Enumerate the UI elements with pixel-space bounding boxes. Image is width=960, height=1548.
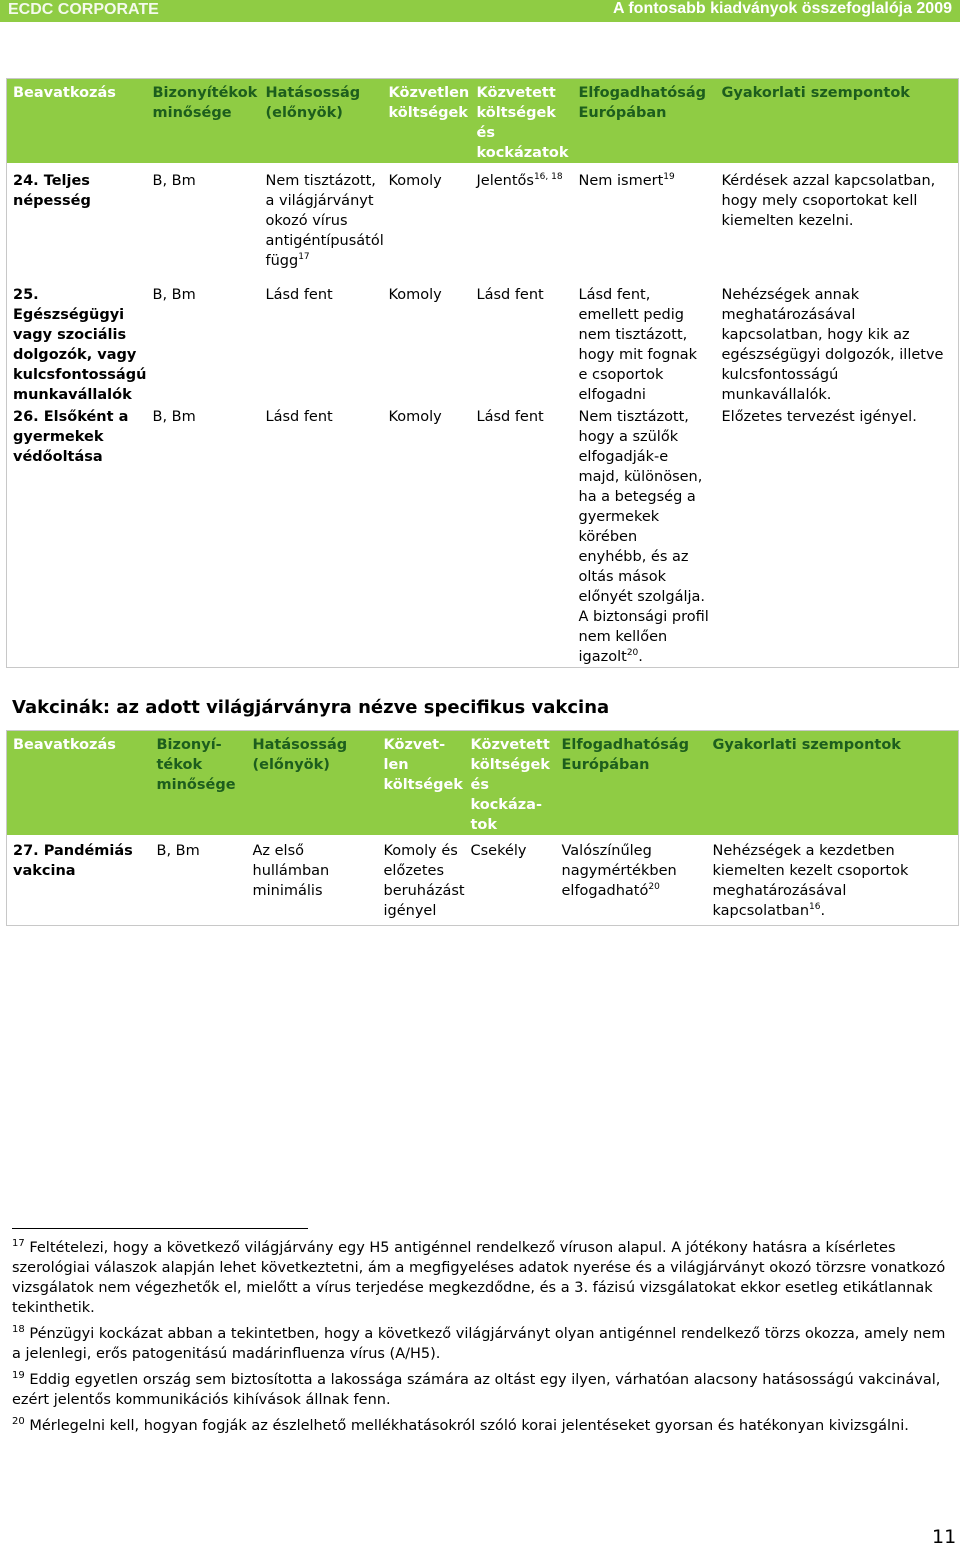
cell-text: Nem ismert xyxy=(578,173,664,189)
table-row xyxy=(7,835,959,925)
cell-text: Nehézségek a kezdetben kiemelten kezelt csoportok meghatározásával kapcsolatban xyxy=(712,843,909,919)
cell-acceptability xyxy=(573,405,716,668)
footnote-number: 17 xyxy=(12,1238,25,1250)
cell-text: Valószínűleg nagymértékben elfogadható xyxy=(561,843,677,899)
table-row xyxy=(7,275,959,405)
col-header: Közvetett költségek és kockázatok xyxy=(471,79,573,164)
footnote-text: Pénzügyi kockázat abban a tekintetben, hogy a következő világjárványt olyan antigénnel rendelkező törzs okozza, amely nem a jelenlegi, erős patogenitású madárinfluenza vírus (A/H5). xyxy=(12,1326,946,1362)
header-title: A fontosabb kiadványok összefoglalója 2009 xyxy=(612,0,952,17)
col-header: Közvetett költségek és kockáza-tok xyxy=(465,731,556,836)
page-number: 11 xyxy=(932,1526,957,1548)
cell-efficacy: Lásd fent xyxy=(265,287,333,303)
footnote-text: Eddig egyetlen ország sem biztosította a lakossága számára az oltást egy ilyen, várhatóan alacsony hatásosságú vakcinával, ezért jelentős kommunikációs kihívások állnak fenn. xyxy=(12,1372,941,1408)
cell-direct-cost: Komoly xyxy=(388,173,442,189)
cell-efficacy xyxy=(260,163,383,275)
cell-practical: Kérdések azzal kapcsolatban, hogy mely csoportokat kell kiemelten kezelni. xyxy=(721,173,936,229)
footnote-ref: 19 xyxy=(663,172,675,183)
col-header: Hatásosság (előnyök) xyxy=(247,731,378,836)
table-row xyxy=(7,405,959,668)
col-header: Elfogadhatóság Európában xyxy=(556,731,707,836)
cell-efficacy: Az első hullámban minimális xyxy=(252,843,330,899)
cell-acceptability: Lásd fent, emellett pedig nem tisztázott, hogy mit fognak e csoportok elfogadni xyxy=(578,287,698,403)
col-header: Közvet-len költségek xyxy=(378,731,465,836)
footnote-number: 20 xyxy=(12,1416,25,1428)
section-title: Vakcinák: az adott világjárványra nézve specifikus vakcina xyxy=(12,697,610,718)
footnote-ref: 20 xyxy=(648,882,660,893)
footnote-text: Mérlegelni kell, hogyan fogják az észlelhető mellékhatásokról szóló korai jelentéseket gyorsan és hatékonyan kivizsgálni. xyxy=(29,1418,909,1434)
cell-practical xyxy=(707,835,959,925)
cell-evidence: B, Bm xyxy=(152,173,196,189)
table-row xyxy=(7,163,959,275)
footnote-number: 19 xyxy=(12,1370,25,1382)
interventions-table-2 xyxy=(6,730,959,926)
footnote-number: 18 xyxy=(12,1324,25,1336)
cell-intervention: 27. Pandémiás vakcina xyxy=(13,843,133,879)
cell-practical: Nehézségek annak meghatározásával kapcsolatban, hogy kik az egészségügyi dolgozók, illetve kulcsfontosságú munkavállalók. xyxy=(721,287,944,403)
cell-efficacy: Lásd fent xyxy=(265,409,333,425)
col-header: Bizonyí-tékok minősége xyxy=(151,731,247,836)
footnote-ref: 20 xyxy=(626,648,639,659)
col-header: Gyakorlati szempontok xyxy=(707,731,959,836)
cell-indirect-cost: Csekély xyxy=(470,843,527,859)
cell-practical: Előzetes tervezést igényel. xyxy=(721,409,917,425)
cell-text: Nem tisztázott, a világjárványt okozó vírus antigéntípusától függ xyxy=(265,173,384,269)
footnote xyxy=(12,1324,947,1364)
footnote-ref: 16, 18 xyxy=(533,172,563,183)
col-header: Közvetlen költségek xyxy=(383,79,471,164)
footnotes xyxy=(12,1238,947,1442)
footnote xyxy=(12,1416,947,1436)
cell-direct-cost: Komoly xyxy=(388,287,442,303)
cell-text: Jelentős xyxy=(476,173,534,189)
footnote-ref: 16 xyxy=(809,902,821,913)
cell-intervention: 26. Elsőként a gyermekek védőoltása xyxy=(13,409,129,465)
cell-text-end: . xyxy=(820,903,826,919)
col-header: Bizonyítékok minősége xyxy=(147,79,260,164)
cell-text-end: . xyxy=(638,649,643,665)
cell-indirect-cost: Lásd fent xyxy=(476,409,544,425)
footnote-divider xyxy=(12,1228,308,1229)
cell-indirect-cost: Lásd fent xyxy=(476,287,544,303)
cell-intervention: 24. Teljes népesség xyxy=(13,173,91,209)
footnote xyxy=(12,1238,947,1318)
col-header: Gyakorlati szempontok xyxy=(716,79,959,164)
col-header: Beavatkozás xyxy=(7,731,151,836)
cell-evidence: B, Bm xyxy=(152,409,196,425)
table-header-row xyxy=(7,79,959,164)
cell-direct-cost: Komoly xyxy=(388,409,442,425)
col-header: Elfogadhatóság Európában xyxy=(573,79,716,164)
cell-direct-cost: Komoly és előzetes beruházást igényel xyxy=(383,843,465,919)
cell-text: Nem tisztázott, hogy a szülők elfogadják-e majd, különösen, ha a betegség a gyermekek körében enyhébb, és az oltás mások előnyét szolgálja. A biztonsági profil nem kellően igazolt xyxy=(578,409,709,665)
header-brand: ECDC CORPORATE xyxy=(8,1,159,18)
cell-intervention: 25. Egészségügyi vagy szociális dolgozók, vagy kulcsfontosságú munkavállalók xyxy=(13,287,147,403)
cell-acceptability xyxy=(556,835,707,925)
footnote-text: Feltételezi, hogy a következő világjárvány egy H5 antigénnel rendelkező víruson alapul. A jótékony hatásra a kísérletes szerológiai válaszok alapján lehet következtetni, ám a megfigyeléses adatok nyerése és a világjárványt okozó törzsre vonatkozó vizsgálatok nem végezhetők el, mielőtt a vírus terjedése megkezdődne, és a 3. fázisú vizsgálatokat ekkor esetleg etikátlannak tekinthetik. xyxy=(12,1240,946,1316)
footnote xyxy=(12,1370,947,1410)
cell-evidence: B, Bm xyxy=(152,287,196,303)
footnote-ref: 17 xyxy=(298,252,310,263)
cell-evidence: B, Bm xyxy=(156,843,200,859)
table-header-row xyxy=(7,731,959,836)
col-header: Beavatkozás xyxy=(7,79,147,164)
col-header: Hatásosság (előnyök) xyxy=(260,79,383,164)
cell-indirect-cost xyxy=(471,163,573,275)
interventions-table-1 xyxy=(6,78,959,668)
page-header xyxy=(0,0,960,22)
cell-acceptability xyxy=(573,163,716,275)
